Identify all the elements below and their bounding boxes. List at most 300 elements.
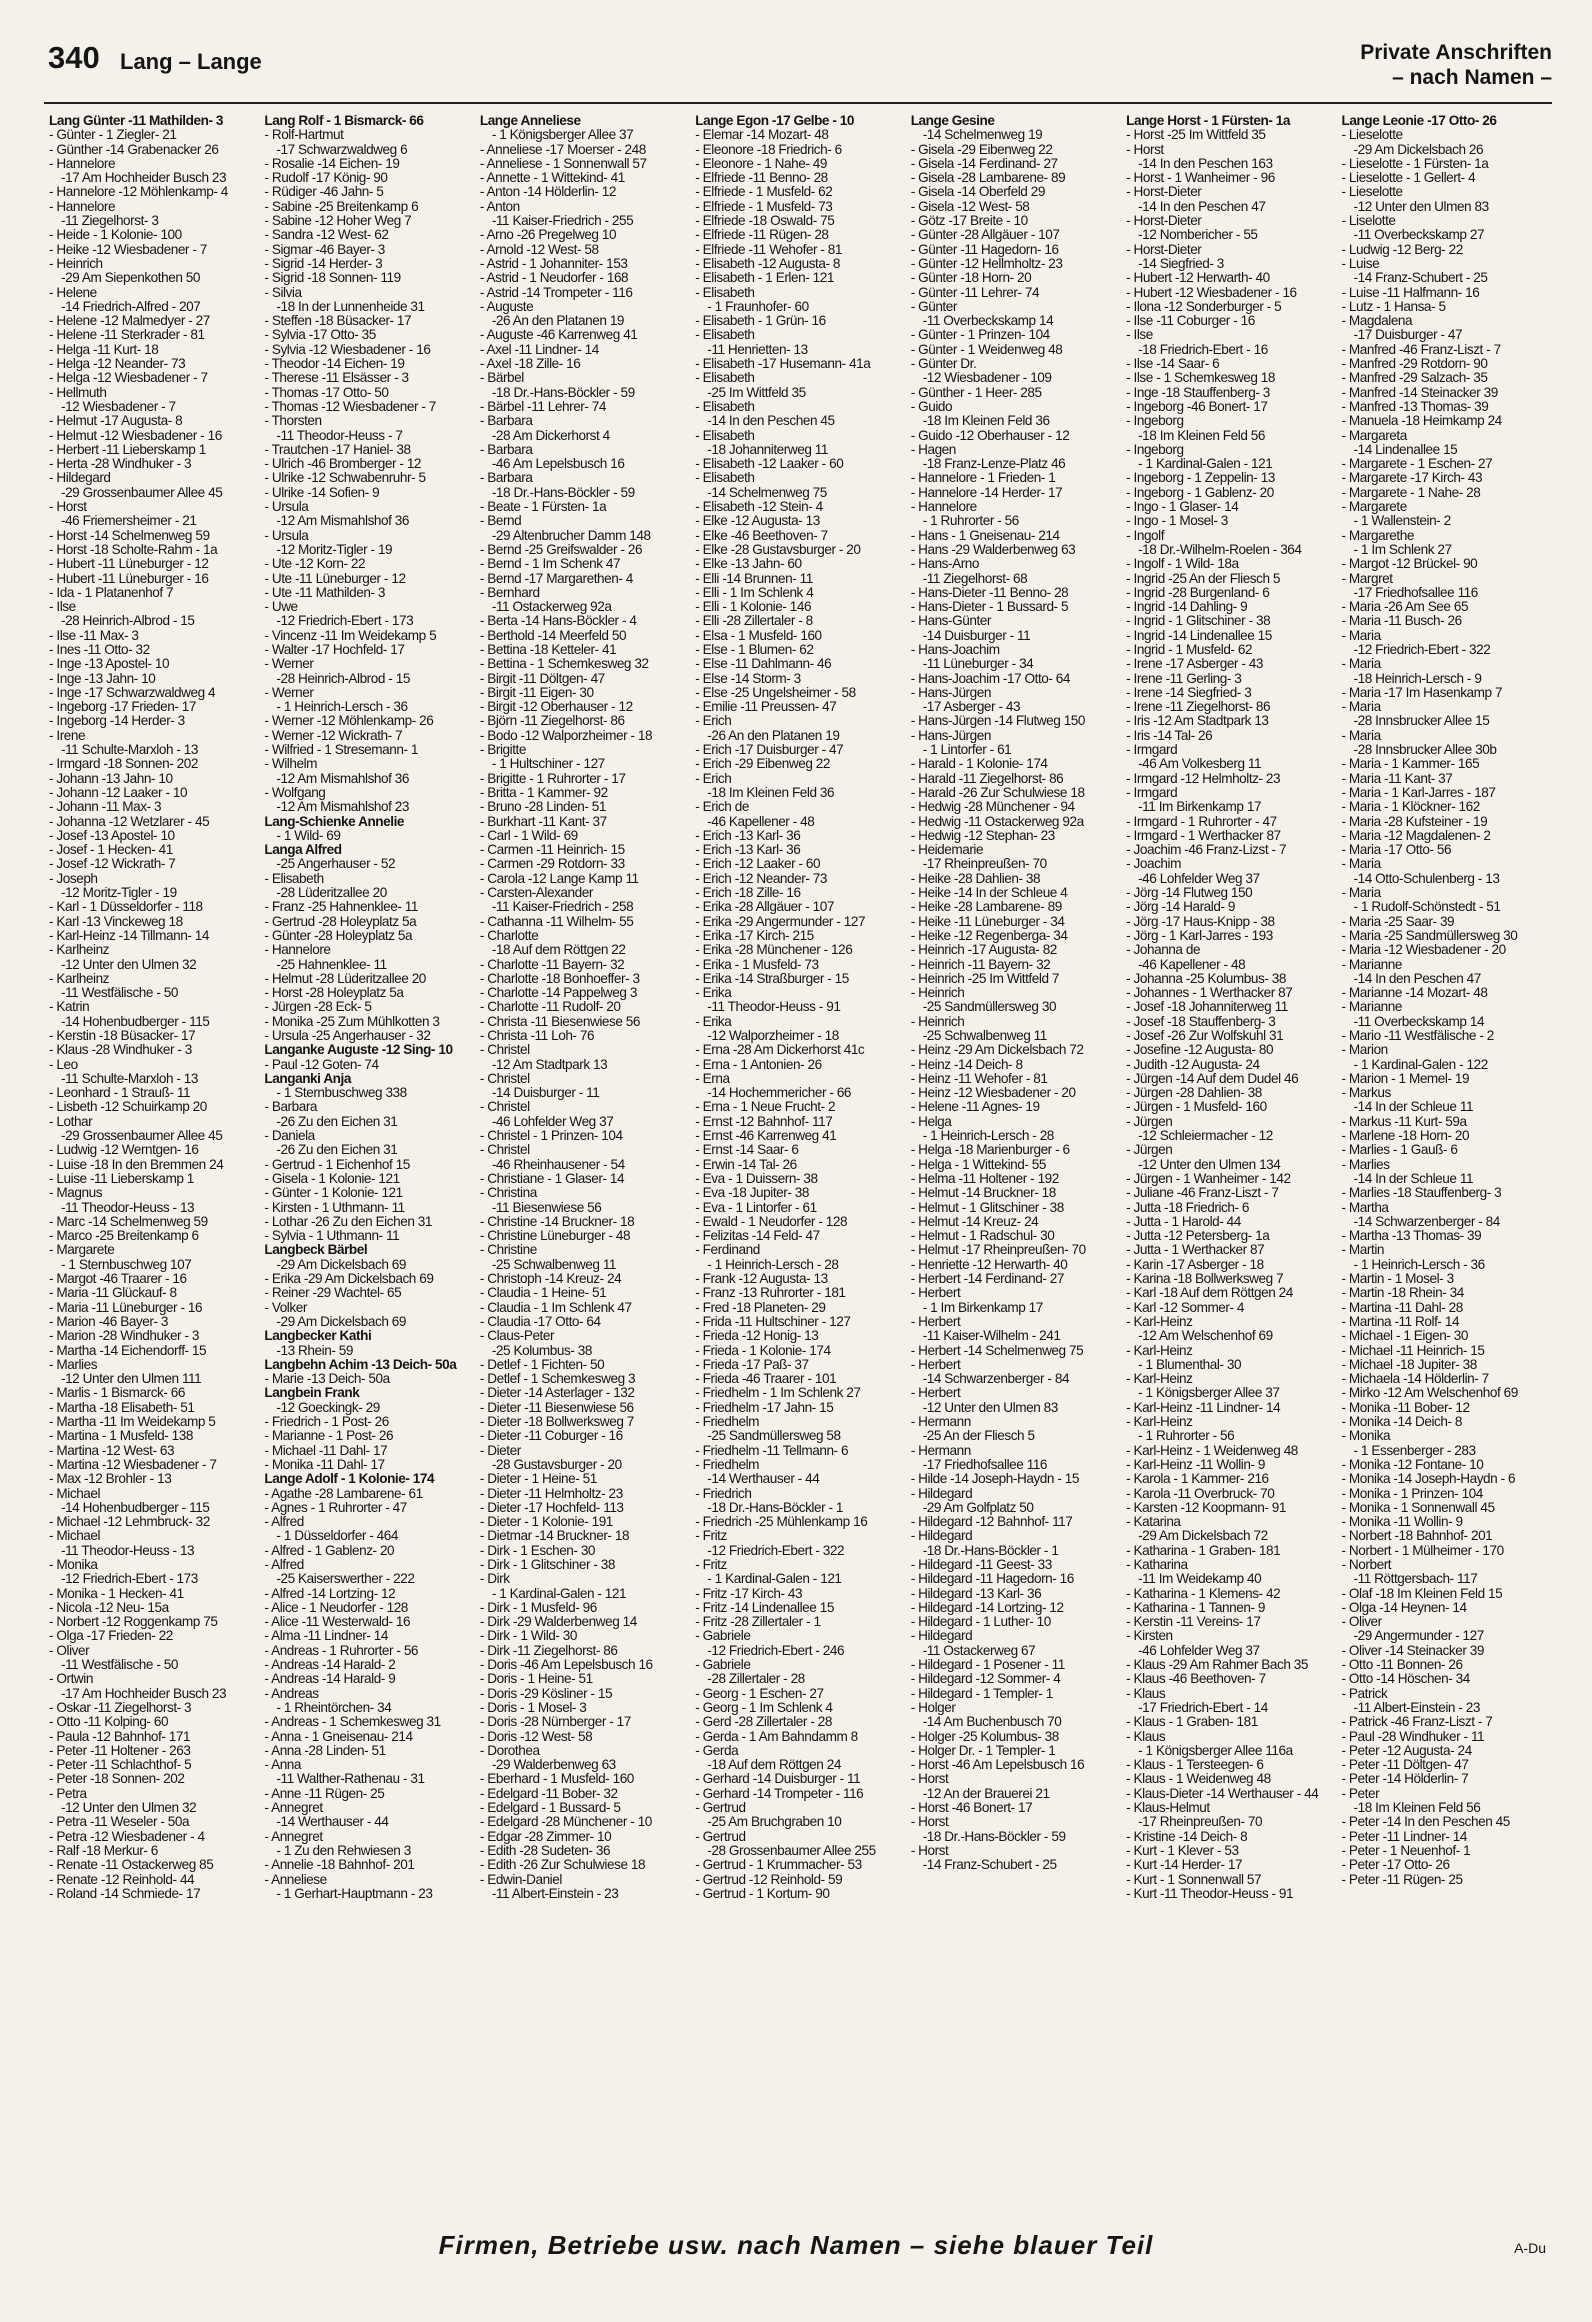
directory-entry: - Ingeborg <box>1126 413 1184 429</box>
directory-entry: - Ingo - 1 Mosel- 3 <box>1126 513 1228 529</box>
directory-entry: - Jörg -17 Haus-Knipp - 38 <box>1126 913 1275 929</box>
directory-entry: -25 Sandmüllersweg 30 <box>922 999 1057 1015</box>
directory-entry: - Rudolf -17 König- 90 <box>264 170 388 186</box>
directory-entry: -11 Ostackerweg 67 <box>922 1642 1036 1658</box>
directory-entry: -14 In den Peschen 47 <box>1353 970 1481 986</box>
directory-entry: - Gisela -12 West- 58 <box>910 198 1030 214</box>
directory-entry: -46 Lohfelder Weg 37 <box>491 1113 614 1129</box>
directory-entry: -12 Walporzheimer - 18 <box>707 1028 839 1043</box>
directory-entry: - Christine <box>479 1242 537 1258</box>
directory-entry: - 1 Hultschiner - 127 <box>491 756 605 772</box>
directory-entry: - Heinrich <box>910 1013 965 1029</box>
directory-entry: - Dieter - 1 Heine- 51 <box>479 1471 597 1487</box>
directory-entry: - Peter -11 Lindner- 14 <box>1341 1828 1467 1844</box>
directory-entry: - Monika -11 Dahl- 17 <box>264 1456 385 1472</box>
directory-entry: -11 Kaiser-Friedrich - 258 <box>491 899 634 915</box>
directory-entry: - Lisbeth -12 Schuirkamp 20 <box>49 1099 207 1115</box>
directory-entry: -12 Friedrich-Ebert - 173 <box>276 613 414 629</box>
directory-entry: - Horst -46 Am Lepelsbusch 16 <box>910 1757 1085 1773</box>
directory-entry: - Erna - 1 Neue Frucht- 2 <box>695 1099 836 1115</box>
directory-entry: - Marlis - 1 Bismarck- 66 <box>49 1385 186 1401</box>
directory-entry: - Charlotte <box>479 927 539 943</box>
directory-entry: - Ursula <box>264 499 309 515</box>
directory-entry: - 1 Rudolf-Schönstedt - 51 <box>1353 899 1501 915</box>
directory-entry: - Fritz -17 Kirch- 43 <box>695 1585 803 1601</box>
directory-entry: - Paula -12 Bahnhof- 171 <box>49 1728 191 1744</box>
directory-entry: - Inge -18 Stauffenberg- 3 <box>1126 384 1270 400</box>
directory-entry: - Walter -17 Hochfeld- 17 <box>264 641 405 657</box>
directory-entry: - Mario -11 Westfälische - 2 <box>1341 1028 1494 1043</box>
directory-entry: - Hans-Arno <box>910 556 980 572</box>
directory-entry: - Hubert -11 Lüneburger - 16 <box>49 570 209 586</box>
directory-entry: -28 Innsbrucker Allee 30b <box>1353 742 1497 758</box>
directory-entry: - Ilse -11 Max- 3 <box>49 627 139 643</box>
directory-entry: - Horst -18 Scholte-Rahm - 1a <box>49 541 218 557</box>
directory-entry: -11 Ziegelhorst- 3 <box>61 213 159 229</box>
directory-entry: - Klaus - 1 Graben- 181 <box>1126 1714 1258 1730</box>
directory-entry: -17 Am Hochheider Busch 23 <box>61 1685 227 1701</box>
directory-entry: - Trautchen -17 Haniel- 38 <box>264 441 411 457</box>
directory-entry: - Jörg -14 Flutweg 150 <box>1126 885 1253 901</box>
directory-entry: - Friedhelm -17 Jahn- 15 <box>695 1399 834 1415</box>
directory-entry: - Carmen -29 Rotdorn- 33 <box>479 856 625 872</box>
directory-entry: - Elisabeth <box>264 870 324 886</box>
directory-entry: - Klaus -28 Windhuker - 3 <box>49 1042 192 1058</box>
directory-entry: - 1 Kardinal-Galen - 121 <box>491 1585 627 1601</box>
directory-entry: - Erich -12 Neander- 73 <box>695 870 827 886</box>
directory-entry: - Elfriede -18 Oswald- 75 <box>695 213 835 229</box>
directory-entry: - 1 Ruhrorter - 56 <box>922 513 1019 529</box>
directory-entry: -11 Im Birkenkamp 17 <box>1138 799 1262 815</box>
directory-entry: - Christel <box>479 1142 530 1158</box>
directory-entry: -18 Dr.-Wilhelm-Roelen - 364 <box>1138 541 1302 557</box>
directory-entry: - Marianne <box>1341 999 1403 1015</box>
page-header <box>48 40 1552 96</box>
directory-entry: - Heide - 1 Kolonie- 100 <box>49 227 182 243</box>
directory-entry: - Jörg -14 Harald- 9 <box>1126 899 1235 915</box>
directory-entry: - Olaf -18 Im Kleinen Feld 15 <box>1341 1585 1503 1601</box>
directory-entry: - Ingeborg -14 Herder- 3 <box>49 713 185 729</box>
directory-entry: - Christel <box>479 1099 530 1115</box>
directory-entry: - 1 Im Schlenk 27 <box>1353 541 1452 557</box>
directory-entry: - Horst <box>49 499 87 515</box>
directory-entry: - Hildegard <box>910 1485 973 1501</box>
directory-entry: - Otto -14 Höschen- 34 <box>1341 1671 1470 1687</box>
directory-entry: - Monika -25 Zum Mühlkotten 3 <box>264 1013 440 1029</box>
directory-entry: -25 Hahnenklee- 11 <box>276 956 387 972</box>
section-title-line-1: Private Anschriften <box>1360 41 1552 64</box>
directory-entry: - Magnus <box>49 1185 103 1201</box>
directory-entry: - Jürgen <box>1126 1113 1173 1129</box>
directory-entry: -46 Lohfelder Weg 37 <box>1138 1642 1260 1658</box>
directory-entry: -12 Moritz-Tigler - 19 <box>276 541 393 557</box>
directory-entry: - Marie -13 Deich- 50a <box>264 1371 390 1387</box>
directory-entry: - Hermann <box>910 1414 971 1430</box>
directory-entry: -12 Am Mismahlshof 36 <box>276 513 410 529</box>
directory-entry: -17 Asberger - 43 <box>922 699 1021 715</box>
directory-entry: - Dieter -11 Helmholtz- 23 <box>479 1485 623 1501</box>
directory-entry: - Horst -25 Im Wittfeld 35 <box>1126 127 1266 143</box>
directory-entry: -28 Innsbrucker Allee 15 <box>1353 713 1490 729</box>
directory-entry: - Ute -12 Korn- 22 <box>264 556 366 572</box>
directory-entry: - Gisela -28 Lambarene- 89 <box>910 170 1066 186</box>
directory-entry: - Manfred -14 Steinacker 39 <box>1341 384 1498 400</box>
directory-entry: - 1 Königsberger Allee 37 <box>491 127 634 143</box>
directory-entry: - Kurt -11 Theodor-Heuss - 91 <box>1126 1885 1294 1901</box>
directory-entry: - Helmut -17 Rheinpreußen- 70 <box>910 1242 1086 1258</box>
directory-entry: - Jürgen -28 Dahlien- 38 <box>1126 1085 1262 1101</box>
directory-entry: - Martha -18 Elisabeth- 51 <box>49 1399 195 1415</box>
directory-entry: - Jutta - 1 Werthacker 87 <box>1126 1242 1265 1258</box>
directory-entry: - Josef -18 Stauffenberg- 3 <box>1126 1013 1276 1029</box>
directory-entry: - Ingrid - 1 Glitschiner - 38 <box>1126 613 1271 629</box>
directory-entry: - Christa -11 Loh- 76 <box>479 1028 595 1043</box>
directory-entry: -29 Am Siepenkothen 50 <box>61 270 200 286</box>
directory-entry: - Luise -11 Halfmann- 16 <box>1341 284 1480 300</box>
directory-entry: -29 Altenbrucher Damm 148 <box>491 527 651 543</box>
directory-entry: - Michael -12 Lehmbruck- 32 <box>49 1514 210 1530</box>
directory-entry: -17 Friedrich-Ebert - 14 <box>1138 1699 1268 1715</box>
directory-entry: - Ilse -14 Saar- 6 <box>1126 356 1220 372</box>
directory-entry: - Björn -11 Ziegelhorst- 86 <box>479 713 625 729</box>
directory-entry: - Manuela -18 Heimkamp 24 <box>1341 413 1502 429</box>
directory-entry: - Edith -26 Zur Schulwiese 18 <box>479 1857 646 1873</box>
directory-entry: - Maria <box>1341 727 1381 743</box>
directory-entry: - Burkhart -11 Kant- 37 <box>479 813 607 829</box>
directory-entry: - Hedwig -12 Stephan- 23 <box>910 827 1055 843</box>
directory-entry: - Josef -26 Zur Wolfskuhl 31 <box>1126 1028 1284 1043</box>
directory-entry: - Günther -14 Grabenacker 26 <box>49 141 219 157</box>
directory-entry: - Britta - 1 Kammer- 92 <box>479 784 608 800</box>
directory-entry: -25 Kaiserswerther - 222 <box>276 1571 415 1587</box>
footer-code: A-Du <box>1514 2240 1546 2256</box>
directory-entry: -18 Im Kleinen Feld 56 <box>1353 1800 1481 1816</box>
directory-entry: - Georg - 1 Eschen- 27 <box>695 1685 824 1701</box>
directory-entry: - Heinrich -17 Augusta- 82 <box>910 942 1057 958</box>
directory-entry: - Edwin-Daniel <box>479 1871 562 1887</box>
directory-entry: - Günter - 1 Prinzen- 104 <box>910 327 1050 343</box>
directory-entry: - Barbara <box>264 1099 318 1115</box>
directory-entry: - Doris -28 Nürnberger - 17 <box>479 1714 631 1730</box>
directory-entry: - Oliver <box>49 1642 90 1658</box>
directory-entry: -25 Am Bruchgraben 10 <box>707 1814 842 1830</box>
directory-entry: - Christine -14 Bruckner- 18 <box>479 1213 635 1229</box>
directory-entry: -12 Friedrich-Ebert - 322 <box>707 1542 845 1558</box>
directory-entry: - Otto -11 Bonnen- 26 <box>1341 1657 1463 1673</box>
directory-entry: -11 Overbeckskamp 14 <box>1353 1013 1485 1029</box>
directory-entry: - Elke -46 Beethoven- 7 <box>695 527 828 543</box>
directory-entry: - Helene <box>49 284 97 300</box>
directory-entry: -12 Unter den Ulmen 134 <box>1138 1156 1281 1172</box>
directory-entry: - Karlheinz <box>49 970 110 986</box>
directory-entry: - Peter -11 Holtener - 263 <box>49 1742 191 1758</box>
page-footer <box>0 2230 1592 2270</box>
directory-entry: - Heinrich <box>49 255 103 271</box>
directory-entry: - Dieter -18 Bollwerksweg 7 <box>479 1414 634 1430</box>
footer-note: Firmen, Betriebe usw. nach Namen – siehe blauer Teil <box>438 2230 1154 2260</box>
directory-entry: - Erika -14 Straßburger - 15 <box>695 970 849 986</box>
directory-entry: - Marlies - 1 Gauß- 6 <box>1341 1142 1458 1158</box>
directory-entry: - Elisabeth - 1 Grün- 16 <box>695 313 826 329</box>
directory-entry: - Lutz - 1 Hansa- 5 <box>1341 298 1446 314</box>
directory-entry: -46 Kapellener - 48 <box>707 813 815 829</box>
directory-entry: Lange Gesine <box>910 114 995 128</box>
directory-entry: - Margot -12 Brückel- 90 <box>1341 556 1478 572</box>
directory-entry: - Erich <box>695 713 732 729</box>
directory-entry: - Joachim -46 Franz-Lizst - 7 <box>1126 842 1287 858</box>
directory-entry: - Ilse - 1 Schemkesweg 18 <box>1126 370 1276 386</box>
directory-entry: - Hildegard -13 Karl- 36 <box>910 1585 1042 1601</box>
directory-entry: - Elli -28 Zillertaler - 8 <box>695 613 813 629</box>
directory-entry: - Franz -13 Ruhrorter - 181 <box>695 1285 846 1301</box>
directory-entry: - Anne -11 Rügen- 25 <box>264 1785 385 1801</box>
directory-entry: - Elke -28 Gustavsburger - 20 <box>695 541 861 557</box>
directory-entry: - Herbert <box>910 1313 961 1329</box>
directory-entry: - Maria <box>1341 856 1381 872</box>
directory-entry: - Else - 1 Blumen- 62 <box>695 641 814 657</box>
directory-entry: - Maria -25 Saar- 39 <box>1341 913 1455 929</box>
directory-entry: - Harald - 1 Kolonie- 174 <box>910 756 1048 772</box>
directory-entry: -18 Friedrich-Ebert - 16 <box>1138 341 1268 357</box>
directory-entry: - Marlies <box>1341 1156 1390 1172</box>
directory-entry: - Frieda -17 Paß- 37 <box>695 1356 809 1372</box>
directory-entry: - 1 Königsberger Allee 37 <box>1138 1385 1280 1401</box>
directory-entry: - Thorsten <box>264 413 322 429</box>
directory-entry: -14 In den Peschen 47 <box>1138 198 1266 214</box>
directory-entry: - 1 Blumenthal- 30 <box>1138 1356 1242 1372</box>
directory-entry: - Berthold -14 Meerfeld 50 <box>479 627 627 643</box>
directory-entry: -11 Albert-Einstein - 23 <box>491 1885 619 1901</box>
directory-entry: - Martha -11 Im Weidekamp 5 <box>49 1414 216 1430</box>
directory-entry: - Birgit -12 Oberhauser - 12 <box>479 699 633 715</box>
directory-column-5 <box>906 114 1121 2204</box>
directory-entry: - Fred -18 Planeten- 29 <box>695 1299 826 1315</box>
directory-entry: -29 Am Golfplatz 50 <box>922 1499 1034 1515</box>
directory-entry: - Volker <box>264 1299 307 1315</box>
directory-entry: - Heike -12 Wiesbadener - 7 <box>49 241 207 257</box>
directory-entry: - Maria <box>1341 656 1381 672</box>
directory-entry: -12 Am Stadtpark 13 <box>491 1056 608 1072</box>
directory-entry: - Ingrid -14 Dahling- 9 <box>1126 599 1248 615</box>
directory-entry: - Renate -12 Reinhold- 44 <box>49 1871 195 1887</box>
directory-entry: - Irene -11 Ziegelhorst- 86 <box>1126 699 1271 715</box>
directory-entry: - Steffen -18 Büsacker- 17 <box>264 313 412 329</box>
directory-entry: - Ernst -14 Saar- 6 <box>695 1142 799 1158</box>
directory-entry: -11 Schulte-Marxloh - 13 <box>61 742 199 758</box>
directory-entry: - Daniela <box>264 1128 315 1144</box>
directory-entry: - Leo <box>49 1056 78 1072</box>
directory-entry: -18 Im Kleinen Feld 56 <box>1138 427 1265 443</box>
directory-entry: - Ingolf - 1 Wild- 18a <box>1126 556 1239 572</box>
directory-entry: - Ida - 1 Platanenhof 7 <box>49 584 174 600</box>
directory-entry: -46 Lohfelder Weg 37 <box>1138 870 1260 886</box>
directory-entry: - Günter - 1 Ziegler- 21 <box>49 127 177 143</box>
directory-entry: - Hildegard -14 Lortzing- 12 <box>910 1599 1064 1615</box>
directory-entry: - Herta -28 Windhuker - 3 <box>49 456 192 472</box>
directory-entry: - Friedrich <box>695 1485 752 1501</box>
directory-entry: - Gertrud <box>695 1800 746 1816</box>
directory-entry: - Hubert -12 Wiesbadener - 16 <box>1126 284 1297 300</box>
directory-entry: Langbecker Kathi <box>264 1328 372 1344</box>
directory-entry: - Heinz -14 Deich- 8 <box>910 1056 1023 1072</box>
directory-entry: - Doris -46 Am Lepelsbusch 16 <box>479 1657 653 1673</box>
directory-entry: -11 Lüneburger - 34 <box>922 656 1034 672</box>
directory-entry: - Alice - 1 Neudorfer - 128 <box>264 1599 408 1615</box>
directory-entry: - Annelie -18 Bahnhof- 201 <box>264 1857 415 1873</box>
directory-entry: - Erna - 1 Antonien- 26 <box>695 1056 822 1072</box>
directory-entry: - Marianne - 1 Post- 26 <box>264 1428 394 1444</box>
directory-entry: - Hannelore <box>49 198 116 214</box>
directory-entry: - Maria -11 Lüneburger - 16 <box>49 1299 203 1315</box>
directory-entry: - 1 Wild- 69 <box>276 827 341 843</box>
directory-entry: Langanke Auguste -12 Sing- 10 <box>264 1042 453 1058</box>
directory-entry: - Carola -12 Lange Kamp 11 <box>479 870 639 886</box>
directory-entry: - Karlheinz <box>49 942 110 958</box>
directory-entry: - Johanna de <box>1126 942 1201 958</box>
directory-entry: - Fritz <box>695 1528 727 1544</box>
directory-entry: - Alice -11 Westerwald- 16 <box>264 1614 411 1630</box>
directory-entry: -14 In den Peschen 45 <box>707 413 835 429</box>
directory-entry: - Henriette -12 Herwarth- 40 <box>910 1256 1068 1272</box>
directory-entry: - Heinrich <box>910 985 965 1001</box>
directory-entry: -14 Franz-Schubert - 25 <box>1353 270 1488 286</box>
directory-entry: - Ilse <box>49 599 76 615</box>
directory-entry: -11 Overbeckskamp 27 <box>1353 227 1485 243</box>
directory-entry: -13 Rhein- 59 <box>276 1342 353 1358</box>
directory-entry: - Gabriele <box>695 1628 751 1644</box>
directory-entry: - 1 Heinrich-Lersch - 36 <box>1353 1256 1485 1272</box>
directory-entry: - Elisabeth - 1 Erlen- 121 <box>695 270 834 286</box>
directory-entry: -12 Friedrich-Ebert - 322 <box>1353 641 1491 657</box>
directory-entry: -11 Overbeckskamp 14 <box>922 313 1054 329</box>
directory-entry: - Martha <box>1341 1199 1389 1215</box>
directory-entry: - Ingrid -25 An der Fliesch 5 <box>1126 570 1281 586</box>
directory-entry: - Iris -12 Am Stadtpark 13 <box>1126 713 1269 729</box>
directory-entry: - Olga -17 Frieden- 22 <box>49 1628 173 1644</box>
directory-entry: - Katharina <box>1126 1556 1188 1572</box>
directory-entry: - Elfriede - 1 Musfeld- 73 <box>695 198 833 214</box>
directory-entry: - Hildegard -11 Hagedorn- 16 <box>910 1571 1074 1587</box>
directory-entry: - Ralf -18 Merkur- 6 <box>49 1842 158 1858</box>
directory-entry: -14 Hohenbudberger - 115 <box>61 1499 210 1515</box>
directory-entry: - Klaus -29 Am Rahmer Bach 35 <box>1126 1657 1308 1673</box>
directory-entry: - Monika -14 Joseph-Haydn - 6 <box>1341 1471 1516 1487</box>
directory-entry: - Erich de <box>695 799 749 815</box>
directory-entry: -18 Im Kleinen Feld 36 <box>922 413 1050 429</box>
directory-entry: - Christel - 1 Prinzen- 104 <box>479 1128 623 1144</box>
directory-entry: - Elke -12 Augusta- 13 <box>695 513 820 529</box>
directory-entry: -14 Am Buchenbusch 70 <box>922 1714 1062 1730</box>
directory-entry: - Monika - 1 Prinzen- 104 <box>1341 1485 1483 1501</box>
directory-entry: -29 Angermunder - 127 <box>1353 1628 1484 1644</box>
directory-entry: - Luise -18 In den Bremmen 24 <box>49 1156 224 1172</box>
directory-entry: - Elisabeth <box>695 284 755 300</box>
directory-entry: - Monika -11 Wollin- 9 <box>1341 1514 1463 1530</box>
directory-entry: - Andreas - 1 Schemkesweg 31 <box>264 1714 441 1730</box>
directory-entry: - Marion -28 Windhuker - 3 <box>49 1328 199 1344</box>
directory-entry: - Oliver <box>1341 1614 1382 1630</box>
directory-entry: - Werner -12 Wickrath- 7 <box>264 727 403 743</box>
directory-entry: -12 Schleiermacher - 12 <box>1138 1128 1273 1144</box>
directory-entry: - Heinrich -25 Im Wittfeld 7 <box>910 970 1059 986</box>
directory-entry: - Theodor -14 Eichen- 19 <box>264 356 405 372</box>
directory-entry: - Fritz -28 Zillertaler - 1 <box>695 1614 821 1630</box>
directory-entry: - Hildegard -12 Bahnhof- 117 <box>910 1514 1073 1530</box>
directory-entry: -28 Heinrich-Albrod - 15 <box>61 613 195 629</box>
directory-entry: - Maria -12 Wiesbadener - 20 <box>1341 942 1506 958</box>
directory-entry: - Michael <box>49 1528 101 1544</box>
directory-entry: - Helga -11 Kurt- 18 <box>49 341 159 357</box>
directory-entry: -14 Schelmenweg 75 <box>707 484 827 500</box>
directory-columns <box>44 114 1552 2204</box>
directory-entry: - Karl-Heinz -11 Wollin- 9 <box>1126 1456 1265 1472</box>
directory-entry: - Andreas -14 Harald- 9 <box>264 1671 396 1687</box>
directory-entry: - Sabine -25 Breitenkamp 6 <box>264 198 419 214</box>
directory-entry: - Elemar -14 Mozart- 48 <box>695 127 829 143</box>
directory-entry: - Charlotte -18 Bonhoeffer- 3 <box>479 970 640 986</box>
directory-entry: - Therese -11 Elsässer - 3 <box>264 370 409 386</box>
directory-entry: -29 Am Dickelsbach 72 <box>1138 1528 1268 1544</box>
directory-entry: - Margarete <box>1341 499 1407 515</box>
directory-entry: - Michael - 1 Eigen- 30 <box>1341 1328 1468 1344</box>
directory-entry: - Alfred <box>264 1556 304 1572</box>
directory-entry: - Detlef - 1 Fichten- 50 <box>479 1356 605 1372</box>
directory-entry: Lange Adolf - 1 Kolonie- 174 <box>264 1471 435 1487</box>
directory-entry: -29 Grossenbaumer Allee 45 <box>61 484 223 500</box>
directory-entry: -17 Rheinpreußen- 70 <box>1138 1814 1263 1830</box>
directory-entry: - Maria -11 Kant- 37 <box>1341 770 1453 786</box>
directory-entry: - Klaus <box>1126 1685 1166 1701</box>
directory-entry: - Elke -13 Jahn- 60 <box>695 556 802 572</box>
directory-entry: - Christine Lüneburger - 48 <box>479 1228 631 1244</box>
directory-entry: -28 Heinrich-Albrod - 15 <box>276 670 410 686</box>
directory-entry: - Jürgen -14 Auf dem Dudel 46 <box>1126 1070 1299 1086</box>
directory-entry: - Margareta <box>1341 427 1407 443</box>
directory-entry: - Hermann <box>910 1442 971 1458</box>
directory-entry: - Frieda -46 Traarer - 101 <box>695 1371 837 1387</box>
directory-entry: - Johanna -25 Kolumbus- 38 <box>1126 970 1286 986</box>
directory-entry: - Eva - 1 Duissern- 38 <box>695 1170 818 1186</box>
directory-entry: - Hans-Dieter - 1 Bussard- 5 <box>910 599 1069 615</box>
directory-entry: - Anton -14 Hölderlin- 12 <box>479 184 616 200</box>
directory-entry: - Martina -12 Wiesbadener - 7 <box>49 1456 217 1472</box>
directory-entry: - Dirk -29 Walderbenweg 14 <box>479 1614 637 1630</box>
directory-entry: -25 Kolumbus- 38 <box>491 1342 592 1358</box>
directory-entry: - Kerstin -11 Vereins- 17 <box>1126 1614 1261 1630</box>
directory-entry: - Lothar <box>49 1113 93 1129</box>
directory-entry: -12 Nombericher - 55 <box>1138 227 1258 243</box>
directory-entry: Lange Leonie -17 Otto- 26 <box>1341 114 1497 128</box>
directory-entry: - Jürgen -28 Eck- 5 <box>264 999 372 1015</box>
page-number: 340 <box>48 40 100 75</box>
directory-entry: - Axel -18 Zille- 16 <box>479 356 581 372</box>
directory-entry: - Erika <box>695 1013 732 1029</box>
directory-entry: - Barbara <box>479 413 533 429</box>
directory-entry: - Hans-Günter <box>910 613 991 629</box>
directory-entry: - Monika -11 Bober- 12 <box>1341 1399 1470 1415</box>
directory-entry: - Charlotte -11 Bayern- 32 <box>479 956 625 972</box>
directory-entry: Lange Horst - 1 Fürsten- 1a <box>1126 114 1290 128</box>
directory-entry: - Christa -11 Biesenwiese 56 <box>479 1013 641 1029</box>
directory-entry: - Dirk -11 Ziegelhorst- 86 <box>479 1642 618 1658</box>
directory-entry: - Ingeborg <box>1126 441 1184 457</box>
directory-entry: - Gabriele <box>695 1657 751 1673</box>
directory-entry: - Hagen <box>910 441 956 457</box>
directory-entry: -14 Schwarzenberger - 84 <box>922 1371 1070 1387</box>
directory-entry: - Oskar -11 Ziegelhorst- 3 <box>49 1699 192 1715</box>
directory-entry: - Ludwig -12 Berg- 22 <box>1341 241 1463 257</box>
directory-entry: - Maria <box>1341 627 1381 643</box>
